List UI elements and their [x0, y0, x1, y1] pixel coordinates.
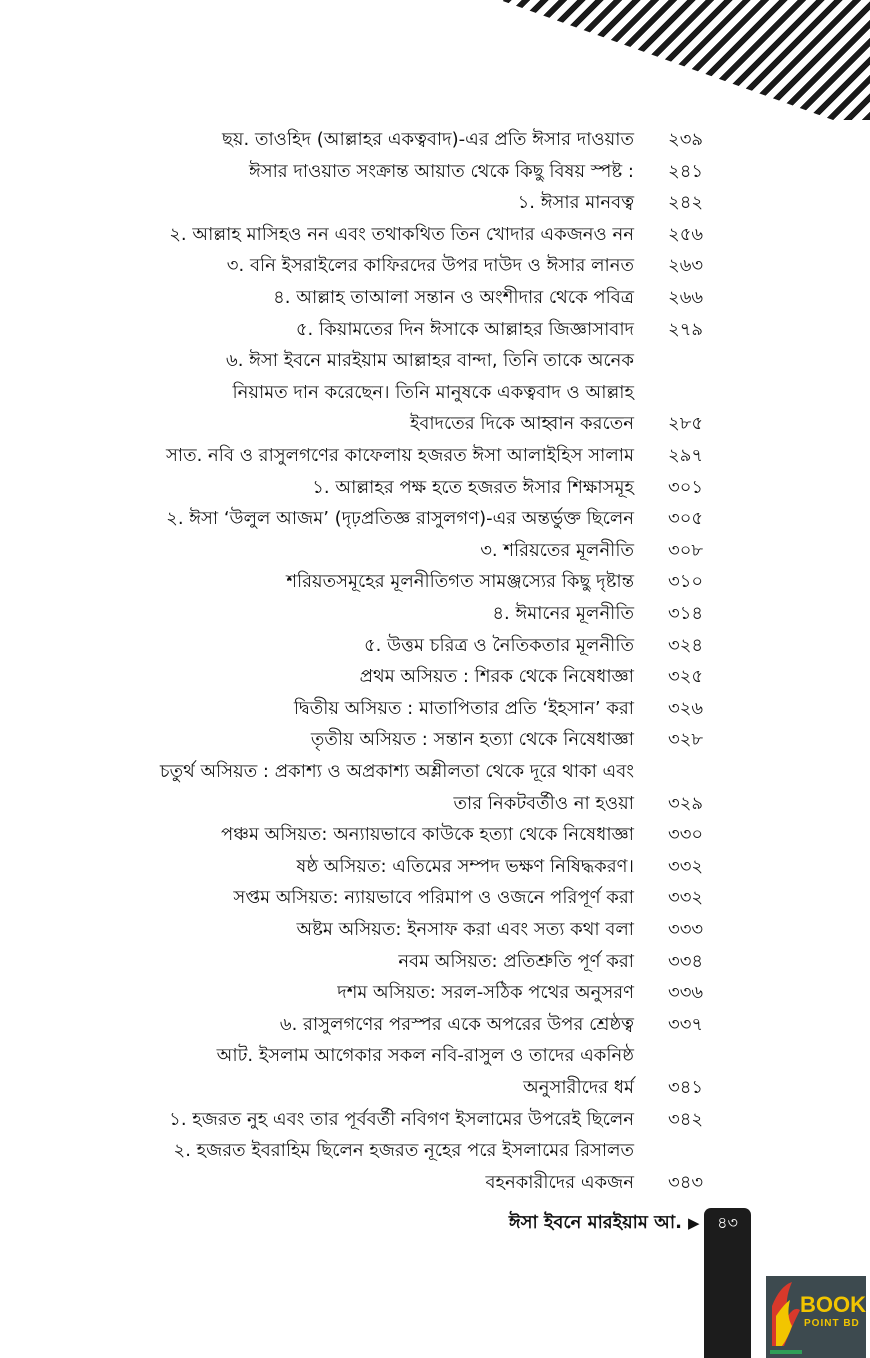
toc-page-number: ২৪১	[668, 160, 704, 182]
toc-entry: ৬. ঈসা ইবনে মারইয়াম আল্লাহর বান্দা, তিনি তাকে অনেক	[226, 350, 634, 372]
toc-page-number: ২৮৫	[668, 413, 704, 435]
toc-entry: ৩. শরিয়তের মূলনীতি	[480, 539, 634, 561]
logo-subtext: POINT BD	[804, 1318, 860, 1329]
toc-entry: সপ্তম অসিয়ত: ন্যায়ভাবে পরিমাপ ও ওজনে পরিপূর্ণ করা	[233, 887, 634, 909]
toc-entry: ২. হজরত ইবরাহিম ছিলেন হজরত নূহের পরে ইসলামের রিসালত	[173, 1140, 634, 1162]
bookpoint-logo	[766, 1276, 866, 1358]
toc-entry: ২. আল্লাহ মাসিহও নন এবং তথাকথিত তিন খোদার একজনও নন	[169, 223, 634, 245]
toc-page-number: ৩১৪	[668, 603, 704, 624]
toc-page-number: ৩২৯	[668, 792, 704, 814]
toc-page-number: ৩০৫	[668, 508, 704, 530]
toc-page-number: ৩৪২	[668, 1108, 704, 1130]
page-number: ৪৩	[717, 1213, 738, 1232]
toc-page-number: ৩০৮	[668, 539, 704, 561]
toc-entry: নবম অসিয়ত: প্রতিশ্রুতি পূর্ণ করা	[398, 950, 634, 972]
toc-entry: ৩. বনি ইসরাইলের কাফিরদের উপর দাউদ ও ঈসার লানত	[226, 255, 634, 277]
toc-entry: ৬. রাসুলগণের পরস্পর একে অপরের উপর শ্রেষ্ঠত্ব	[279, 1013, 634, 1035]
toc-entry: দশম অসিয়ত: সরল-সঠিক পথের অনুসরণ	[337, 982, 634, 1004]
toc-entry: ৫. উত্তম চরিত্র ও নৈতিকতার মূলনীতি	[364, 634, 634, 656]
toc-entry: অনুসারীদের ধর্ম	[523, 1077, 634, 1098]
toc-entry: ষষ্ঠ অসিয়ত: এতিমের সম্পদ ভক্ষণ নিষিদ্ধকরণ।	[296, 855, 634, 877]
toc-entry: ৪. ঈমানের মূলনীতি	[492, 603, 634, 624]
toc-page-number: ৩৩০	[668, 824, 704, 846]
toc-entry: ইবাদতের দিকে আহ্বান করতেন	[409, 413, 634, 435]
play-arrow-icon: ▶	[688, 1214, 700, 1232]
toc-entry: বহনকারীদের একজন	[485, 1171, 634, 1193]
toc-entry: ৫. কিয়ামতের দিন ঈসাকে আল্লাহর জিজ্ঞাসাবাদ	[295, 318, 634, 340]
toc-entry: ১. ঈসার মানবত্ব	[517, 192, 634, 214]
toc-page-number: ২৬৩	[668, 255, 704, 277]
toc-entry: পঞ্চম অসিয়ত: অন্যায়ভাবে কাউকে হত্যা থেকে নিষেধাজ্ঞা	[221, 824, 634, 846]
toc-page-number: ২৯৭	[668, 445, 704, 466]
toc-entry: আট. ইসলাম আগেকার সকল নবি-রাসুল ও তাদের একনিষ্ঠ	[216, 1045, 634, 1067]
toc-entry: ১. আল্লাহর পক্ষ হতে হজরত ঈসার শিক্ষাসমূহ	[312, 476, 634, 498]
toc-page-number: ৩৪১	[668, 1077, 704, 1098]
toc-page-number: ৩৩৬	[668, 982, 704, 1004]
toc-entry: ঈসার দাওয়াত সংক্রান্ত আয়াত থেকে কিছু বিষয় স্পষ্ট :	[248, 160, 634, 182]
toc-page-number: ৩২৬	[668, 697, 704, 719]
toc-page-number: ২৭৯	[668, 318, 704, 340]
toc-entry: ছয়. তাওহিদ (আল্লাহর একত্ববাদ)-এর প্রতি ঈসার দাওয়াত	[221, 129, 634, 150]
toc-page-number: ৩০১	[668, 476, 704, 498]
toc-entry: দ্বিতীয় অসিয়ত : মাতাপিতার প্রতি ‘ইহসান’ করা	[293, 697, 634, 719]
toc-entry: ২. ঈসা ‘উলুল আজম’ (দৃঢ়প্রতিজ্ঞ রাসুলগণ)-এর অন্তর্ভুক্ত ছিলেন	[166, 508, 634, 530]
toc-entry: নিয়ামত দান করেছেন। তিনি মানুষকে একত্ববাদ ও আল্লাহ	[232, 381, 634, 403]
toc-page-number: ৩৩৩	[668, 919, 704, 940]
toc-page-number: ৩২৪	[668, 634, 704, 656]
toc-page-number: ২৪২	[668, 192, 704, 214]
toc-page-number: ২৬৬	[668, 287, 704, 308]
toc-page-number: ৩৩৭	[668, 1013, 704, 1035]
toc-entry: ৪. আল্লাহ তাআলা সন্তান ও অংশীদার থেকে পবিত্র	[273, 287, 634, 308]
toc-page-number: ২৫৬	[668, 223, 704, 245]
toc-entry: তৃতীয় অসিয়ত : সন্তান হত্যা থেকে নিষেধাজ্ঞা	[310, 729, 634, 751]
toc-entry: প্রথম অসিয়ত : শিরক থেকে নিষেধাজ্ঞা	[359, 666, 634, 688]
toc-page-number: ৩৪৩	[668, 1171, 704, 1193]
toc-entry: অষ্টম অসিয়ত: ইনসাফ করা এবং সত্য কথা বলা	[296, 919, 634, 940]
toc-page-number: ৩৩৪	[668, 950, 704, 972]
footer-book-title: ঈসা ইবনে মারইয়াম আ.	[508, 1212, 682, 1233]
toc-page-number: ২৩৯	[668, 129, 704, 150]
logo-text: BOOK	[800, 1292, 866, 1317]
toc-page-number: ৩২৫	[668, 666, 704, 688]
toc-entry: তার নিকটবর্তীও না হওয়া	[453, 792, 634, 814]
toc-page-number: ৩২৮	[668, 729, 704, 751]
toc-entry: ১. হজরত নুহ এবং তার পূর্ববর্তী নবিগণ ইসলামের উপরেই ছিলেন	[169, 1108, 634, 1130]
page-number-tab	[704, 1208, 751, 1358]
toc-page-number: ৩১০	[668, 571, 704, 593]
toc-entry: চতুর্থ অসিয়ত : প্রকাশ্য ও অপ্রকাশ্য অশ্লীলতা থেকে দূরে থাকা এবং	[159, 761, 634, 782]
toc-entry: শরিয়তসমূহের মূলনীতিগত সামঞ্জস্যের কিছু দৃষ্টান্ত	[286, 571, 634, 593]
toc-page-number: ৩৩২	[668, 855, 704, 877]
toc-entry: সাত. নবি ও রাসুলগণের কাফেলায় হজরত ঈসা আলাইহিস সালাম	[166, 445, 634, 466]
toc-page-number: ৩৩২	[668, 887, 704, 909]
